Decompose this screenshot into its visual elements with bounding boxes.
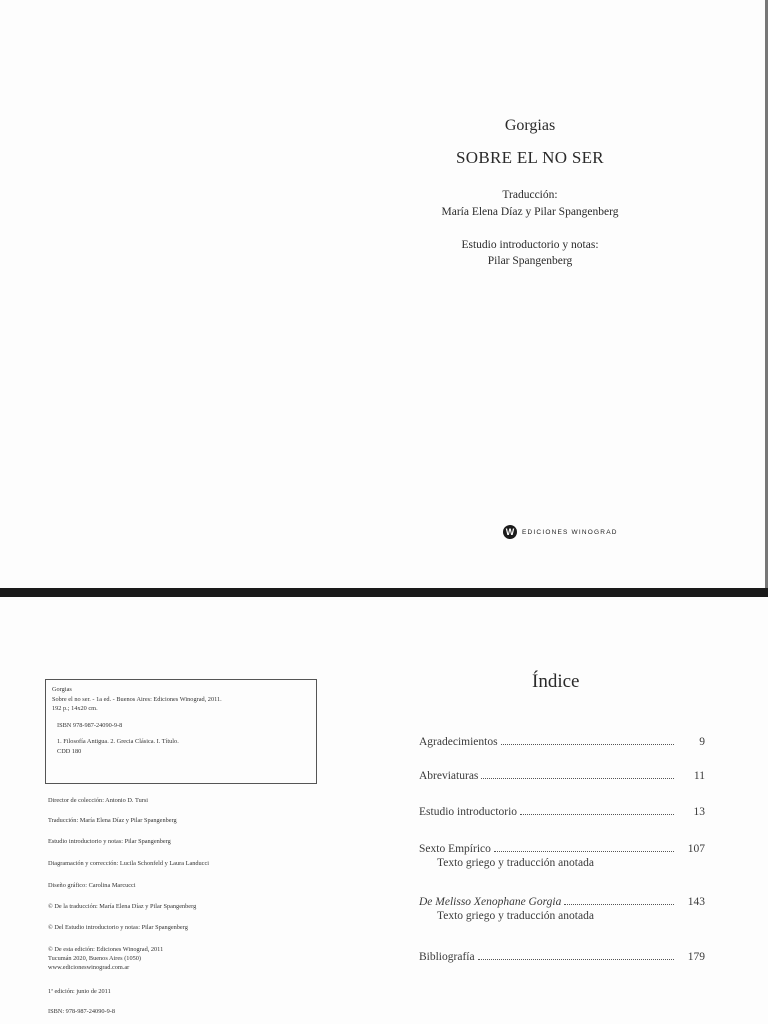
catalog-subjects: 1. Filosofía Antigua. 2. Grecia Clásica. I. Título. [57,738,179,745]
toc-entry [419,806,705,818]
toc-entry [419,951,705,963]
toc-entry-subtitle: Texto griego y traducción anotada [437,910,594,922]
toc-leader-dots [520,814,674,815]
toc-leader-dots [501,744,674,745]
publisher-logo-icon: W [503,525,517,539]
book-title: SOBRE EL NO SER [456,148,604,167]
copyright-study: © Del Estudio introductorio y notas: Pilar Spangenberg [48,924,188,931]
toc-entry-label: Sexto Empírico [419,843,491,855]
toc-leader-dots [478,959,674,960]
toc-leader-dots [494,851,674,852]
toc-entry-page: 9 [699,736,705,748]
toc-entry-label: Bibliografía [419,951,475,963]
toc-entry [419,843,705,869]
edition-date: 1ª edición: junio de 2011 [48,988,111,995]
toc-entry-page: 107 [687,843,705,855]
toc-entry-label: Agradecimientos [419,736,498,748]
toc-entry [419,896,705,922]
catalog-title-line: Sobre el no ser. - 1a ed. - Buenos Aires: Ediciones Winograd, 2011. [52,695,222,703]
credit-layout: Diagramación y corrección: Lucila Schonfeld y Laura Landucci [48,860,210,867]
catalog-physical: 192 p.; 14x20 cm. [52,705,98,712]
publisher-imprint [503,525,618,539]
catalog-author: Gorgias [52,686,72,693]
toc-entry [419,736,705,748]
toc-entry-page: 179 [687,951,705,963]
page-divider [0,588,768,597]
credit-study: Estudio introductorio y notas: Pilar Spangenberg [48,838,171,845]
toc-entry-page: 143 [687,896,705,908]
study-author: Pilar Spangenberg [487,255,573,267]
toc-entry-subtitle: Texto griego y traducción anotada [437,857,594,869]
toc-leader-dots [481,778,674,779]
toc-entry-label: De Melisso Xenophane Gorgia [419,896,562,908]
copyright-translation: © De la traducción: María Elena Díaz y Pilar Spangenberg [48,903,197,910]
publisher-website: www.edicioneswinograd.com.ar [48,964,130,971]
toc-leader-dots [564,904,674,905]
translators: María Elena Díaz y Pilar Spangenberg [441,206,619,218]
credit-director: Director de colección: Antonio D. Tursi [48,797,149,804]
toc-entry-page: 11 [693,770,705,782]
author-name: Gorgias [504,117,556,134]
toc-entry-page: 13 [693,806,705,818]
credit-design: Diseño gráfico: Carolina Marcucci [48,882,136,889]
credit-translation: Traducción: María Elena Díaz y Pilar Spangenberg [48,817,177,824]
study-label: Estudio introductorio y notas: [461,239,599,251]
translation-label: Traducción: [502,189,558,201]
catalog-isbn: ISBN 978-987-24090-9-8 [57,721,123,729]
credits-isbn: ISBN: 978-987-24090-9-8 [48,1008,115,1015]
copyright-edition: © De esta edición: Ediciones Winograd, 2011 [48,946,164,953]
publisher-name: EDICIONES WINOGRAD [522,528,618,536]
toc-entry [419,770,705,782]
toc-entry-label: Estudio introductorio [419,806,518,818]
index-heading: Índice [532,671,580,692]
catalog-record-box [45,679,317,784]
catalog-cdd: CDD 180 [57,747,82,755]
toc-entry-label: Abreviaturas [419,770,479,782]
publisher-address: Tucumán 2020, Buenos Aires (1050) [48,955,141,962]
